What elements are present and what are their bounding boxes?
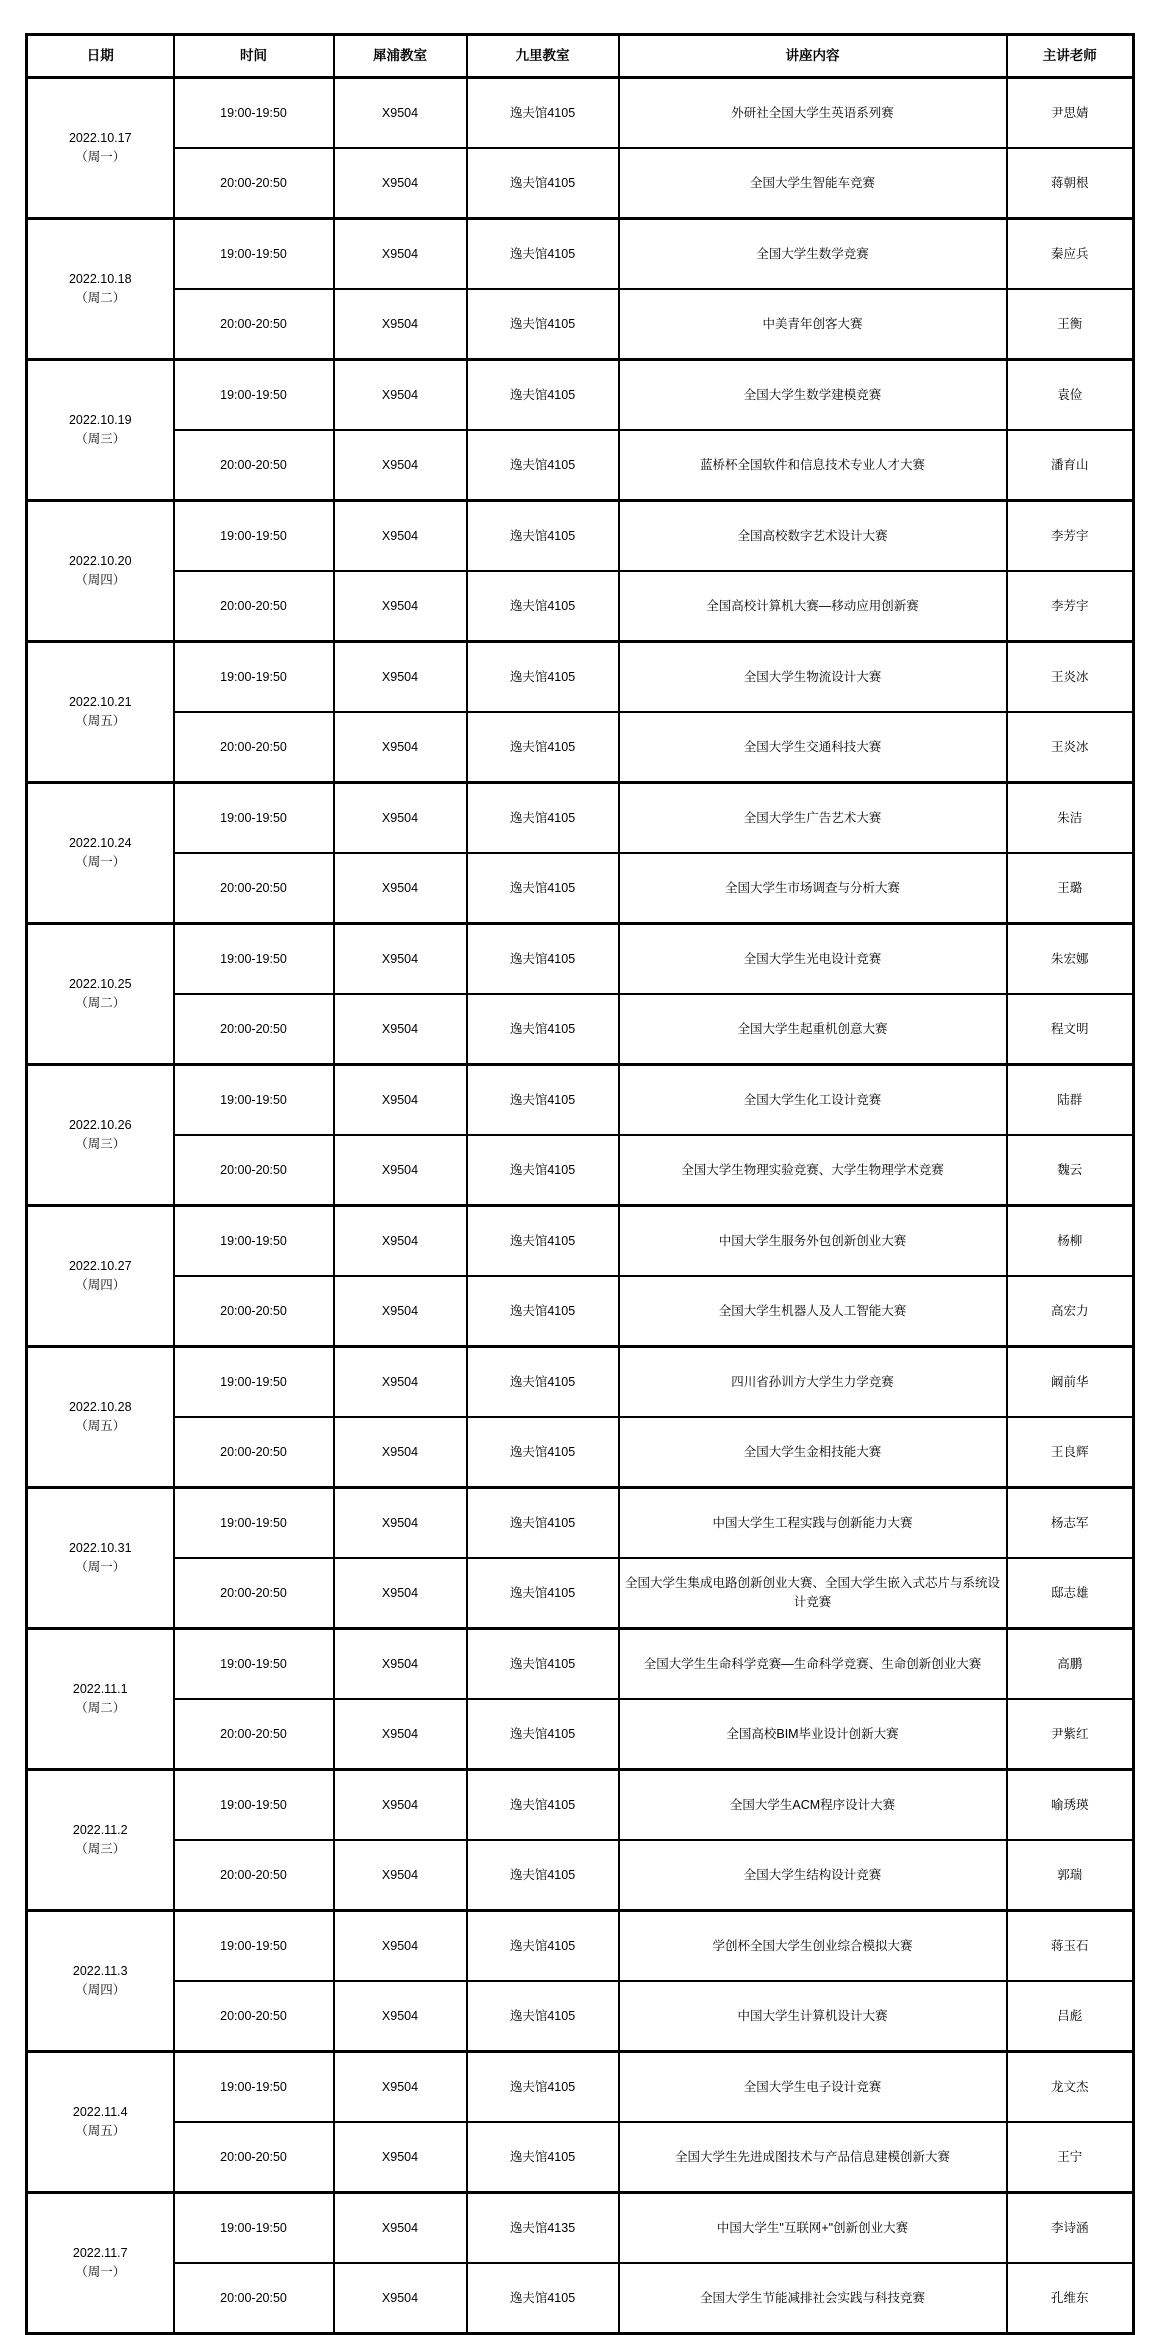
- lecturer-cell: 龙文杰: [1007, 2052, 1134, 2123]
- lecturer-cell: 王衡: [1007, 289, 1134, 360]
- lecturer-cell: 王宁: [1007, 2122, 1134, 2193]
- date-text: 2022.10.31: [68, 1541, 132, 1556]
- lecturer-cell: 蒋玉石: [1007, 1911, 1134, 1982]
- date-text: 2022.10.24: [68, 836, 132, 851]
- date-text: 2022.11.3: [72, 1964, 128, 1979]
- lecture-topic-cell: 全国大学生数学建模竞赛: [619, 360, 1007, 431]
- xipu-classroom-cell: X9504: [334, 219, 467, 290]
- weekday-text: （周五）: [75, 714, 126, 728]
- date-cell: [27, 360, 174, 501]
- session-row: [27, 360, 1134, 431]
- jiuli-classroom-cell: 逸夫馆4105: [467, 1981, 619, 2052]
- jiuli-classroom-cell: 逸夫馆4105: [467, 2263, 619, 2334]
- lecturer-cell: 王良辉: [1007, 1417, 1134, 1488]
- session-row: [27, 924, 1134, 995]
- lecturer-cell: 魏云: [1007, 1135, 1134, 1206]
- session-row: [27, 1206, 1134, 1277]
- lecturer-cell: 袁俭: [1007, 360, 1134, 431]
- weekday-text: （周三）: [75, 1842, 126, 1856]
- lecture-topic-cell: 全国大学生广告艺术大赛: [619, 783, 1007, 854]
- lecturer-cell: 尹思婧: [1007, 78, 1134, 149]
- jiuli-classroom-cell: 逸夫馆4105: [467, 1629, 619, 1700]
- session-row: [27, 1135, 1134, 1206]
- lecture-topic-cell: 全国大学生金相技能大赛: [619, 1417, 1007, 1488]
- session-row: [27, 289, 1134, 360]
- jiuli-classroom-cell: 逸夫馆4105: [467, 1840, 619, 1911]
- lecturer-cell: 吕彪: [1007, 1981, 1134, 2052]
- session-row: [27, 219, 1134, 290]
- lecture-topic-cell: 全国大学生起重机创意大赛: [619, 994, 1007, 1065]
- date-text: 2022.10.19: [68, 413, 132, 428]
- xipu-classroom-cell: X9504: [334, 642, 467, 713]
- xipu-classroom-cell: X9504: [334, 1770, 467, 1841]
- lecturer-cell: 蒋朝根: [1007, 148, 1134, 219]
- jiuli-classroom-cell: 逸夫馆4105: [467, 994, 619, 1065]
- time-cell: 20:00-20:50: [174, 1135, 334, 1206]
- time-cell: 19:00-19:50: [174, 1770, 334, 1841]
- date-cell: [27, 219, 174, 360]
- jiuli-classroom-cell: 逸夫馆4105: [467, 1206, 619, 1277]
- date-text: 2022.11.4: [72, 2105, 128, 2120]
- session-row: [27, 501, 1134, 572]
- time-cell: 19:00-19:50: [174, 78, 334, 149]
- time-cell: 20:00-20:50: [174, 1558, 334, 1629]
- jiuli-classroom-cell: 逸夫馆4105: [467, 783, 619, 854]
- lecturer-cell: 孔维东: [1007, 2263, 1134, 2334]
- lecture-topic-cell: 全国大学生电子设计竞赛: [619, 2052, 1007, 2123]
- lecture-topic-cell: 全国大学生光电设计竞赛: [619, 924, 1007, 995]
- xipu-classroom-cell: X9504: [334, 1276, 467, 1347]
- time-cell: 20:00-20:50: [174, 2263, 334, 2334]
- jiuli-classroom-cell: 逸夫馆4105: [467, 712, 619, 783]
- jiuli-classroom-cell: 逸夫馆4105: [467, 571, 619, 642]
- weekday-text: （周二）: [75, 291, 126, 305]
- date-cell: [27, 924, 174, 1065]
- xipu-classroom-cell: X9504: [334, 783, 467, 854]
- session-row: [27, 1488, 1134, 1559]
- time-cell: 20:00-20:50: [174, 1417, 334, 1488]
- xipu-classroom-cell: X9504: [334, 2052, 467, 2123]
- lecture-topic-cell: 四川省孙训方大学生力学竞赛: [619, 1347, 1007, 1418]
- weekday-text: （周三）: [75, 1137, 126, 1151]
- jiuli-classroom-cell: 逸夫馆4105: [467, 1488, 619, 1559]
- session-row: [27, 1276, 1134, 1347]
- lecture-topic-cell: 外研社全国大学生英语系列赛: [619, 78, 1007, 149]
- jiuli-classroom-cell: 逸夫馆4105: [467, 219, 619, 290]
- date-cell: [27, 1347, 174, 1488]
- time-cell: 20:00-20:50: [174, 1276, 334, 1347]
- time-cell: 19:00-19:50: [174, 1065, 334, 1136]
- time-cell: 20:00-20:50: [174, 2122, 334, 2193]
- time-cell: 19:00-19:50: [174, 219, 334, 290]
- xipu-classroom-cell: X9504: [334, 1840, 467, 1911]
- date-cell: [27, 1911, 174, 2052]
- lecturer-cell: 王璐: [1007, 853, 1134, 924]
- time-cell: 19:00-19:50: [174, 2052, 334, 2123]
- lecture-topic-cell: 全国大学生机器人及人工智能大赛: [619, 1276, 1007, 1347]
- lecture-topic-cell: 全国大学生结构设计竞赛: [619, 1840, 1007, 1911]
- xipu-classroom-cell: X9504: [334, 2263, 467, 2334]
- jiuli-classroom-cell: 逸夫馆4105: [467, 501, 619, 572]
- session-row: [27, 1347, 1134, 1418]
- lecturer-cell: 朱洁: [1007, 783, 1134, 854]
- lecture-topic-cell: 全国大学生生命科学竞赛—生命科学竞赛、生命创新创业大赛: [619, 1629, 1007, 1700]
- lecture-topic-cell: 全国高校计算机大赛—移动应用创新赛: [619, 571, 1007, 642]
- date-text: 2022.10.21: [68, 695, 132, 710]
- xipu-classroom-cell: X9504: [334, 1629, 467, 1700]
- time-cell: 19:00-19:50: [174, 1488, 334, 1559]
- session-row: [27, 712, 1134, 783]
- lecture-topic-cell: 全国大学生节能减排社会实践与科技竞赛: [619, 2263, 1007, 2334]
- xipu-classroom-cell: X9504: [334, 2122, 467, 2193]
- lecturer-cell: 朱宏娜: [1007, 924, 1134, 995]
- date-text: 2022.10.17: [68, 131, 132, 146]
- xipu-classroom-cell: X9504: [334, 994, 467, 1065]
- session-row: [27, 571, 1134, 642]
- date-text: 2022.10.27: [68, 1259, 132, 1274]
- time-cell: 19:00-19:50: [174, 360, 334, 431]
- time-cell: 19:00-19:50: [174, 2193, 334, 2264]
- lecturer-cell: 王炎冰: [1007, 642, 1134, 713]
- xipu-classroom-cell: X9504: [334, 78, 467, 149]
- lecture-topic-cell: 全国高校BIM毕业设计创新大赛: [619, 1699, 1007, 1770]
- lecturer-cell: 杨柳: [1007, 1206, 1134, 1277]
- xipu-classroom-cell: X9504: [334, 501, 467, 572]
- lecturer-cell: 喻琇瑛: [1007, 1770, 1134, 1841]
- lecture-topic-cell: 中美青年创客大赛: [619, 289, 1007, 360]
- session-row: [27, 1629, 1134, 1700]
- time-cell: 19:00-19:50: [174, 501, 334, 572]
- jiuli-classroom-cell: 逸夫馆4105: [467, 1911, 619, 1982]
- session-row: [27, 2122, 1134, 2193]
- time-cell: 20:00-20:50: [174, 1981, 334, 2052]
- jiuli-classroom-cell: 逸夫馆4105: [467, 1558, 619, 1629]
- date-text: 2022.10.26: [68, 1118, 132, 1133]
- session-row: [27, 1981, 1134, 2052]
- xipu-classroom-cell: X9504: [334, 430, 467, 501]
- col-header-jiuli-classroom: 九里教室: [467, 35, 619, 78]
- jiuli-classroom-cell: 逸夫馆4105: [467, 1135, 619, 1206]
- weekday-text: （周五）: [75, 2124, 126, 2138]
- jiuli-classroom-cell: 逸夫馆4105: [467, 1417, 619, 1488]
- date-cell: [27, 2193, 174, 2334]
- date-cell: [27, 1770, 174, 1911]
- jiuli-classroom-cell: 逸夫馆4105: [467, 1770, 619, 1841]
- lecture-topic-cell: 中国大学生"互联网+"创新创业大赛: [619, 2193, 1007, 2264]
- col-header-lecturer: 主讲老师: [1007, 35, 1134, 78]
- session-row: [27, 2263, 1134, 2334]
- weekday-text: （周四）: [75, 573, 126, 587]
- lecture-topic-cell: 中国大学生计算机设计大赛: [619, 1981, 1007, 2052]
- time-cell: 19:00-19:50: [174, 1347, 334, 1418]
- lecturer-cell: 邸志雄: [1007, 1558, 1134, 1629]
- jiuli-classroom-cell: 逸夫馆4105: [467, 1347, 619, 1418]
- date-text: 2022.11.7: [72, 2246, 128, 2261]
- lecture-topic-cell: 全国大学生化工设计竞赛: [619, 1065, 1007, 1136]
- lecturer-cell: 尹紫红: [1007, 1699, 1134, 1770]
- date-cell: [27, 1629, 174, 1770]
- time-cell: 20:00-20:50: [174, 430, 334, 501]
- session-row: [27, 1065, 1134, 1136]
- xipu-classroom-cell: X9504: [334, 1699, 467, 1770]
- col-header-date: 日期: [27, 35, 174, 78]
- lecturer-cell: 郭瑞: [1007, 1840, 1134, 1911]
- lecture-topic-cell: 全国大学生物流设计大赛: [619, 642, 1007, 713]
- lecturer-cell: 程文明: [1007, 994, 1134, 1065]
- jiuli-classroom-cell: 逸夫馆4105: [467, 78, 619, 149]
- col-header-lecture-content: 讲座内容: [619, 35, 1007, 78]
- lecturer-cell: 杨志军: [1007, 1488, 1134, 1559]
- weekday-text: （周一）: [75, 2265, 126, 2279]
- lecture-topic-cell: 全国大学生集成电路创新创业大赛、全国大学生嵌入式芯片与系统设计竞赛: [619, 1558, 1007, 1629]
- lecture-topic-cell: 全国大学生智能车竞赛: [619, 148, 1007, 219]
- lecture-topic-cell: 蓝桥杯全国软件和信息技术专业人才大赛: [619, 430, 1007, 501]
- jiuli-classroom-cell: 逸夫馆4105: [467, 924, 619, 995]
- lecture-topic-cell: 全国大学生数学竞赛: [619, 219, 1007, 290]
- session-row: [27, 1770, 1134, 1841]
- xipu-classroom-cell: X9504: [334, 712, 467, 783]
- jiuli-classroom-cell: 逸夫馆4105: [467, 2122, 619, 2193]
- session-row: [27, 78, 1134, 149]
- date-cell: [27, 642, 174, 783]
- date-text: 2022.11.2: [72, 1823, 128, 1838]
- lecture-schedule-table: [25, 33, 1135, 2335]
- xipu-classroom-cell: X9504: [334, 1065, 467, 1136]
- jiuli-classroom-cell: 逸夫馆4105: [467, 1065, 619, 1136]
- jiuli-classroom-cell: 逸夫馆4105: [467, 2052, 619, 2123]
- time-cell: 19:00-19:50: [174, 924, 334, 995]
- weekday-text: （周一）: [75, 855, 126, 869]
- weekday-text: （周一）: [75, 150, 126, 164]
- session-row: [27, 148, 1134, 219]
- date-cell: [27, 1206, 174, 1347]
- jiuli-classroom-cell: 逸夫馆4105: [467, 1276, 619, 1347]
- jiuli-classroom-cell: 逸夫馆4105: [467, 1699, 619, 1770]
- session-row: [27, 1558, 1134, 1629]
- session-row: [27, 783, 1134, 854]
- date-cell: [27, 501, 174, 642]
- time-cell: 20:00-20:50: [174, 1699, 334, 1770]
- lecturer-cell: 高鹏: [1007, 1629, 1134, 1700]
- jiuli-classroom-cell: 逸夫馆4105: [467, 360, 619, 431]
- xipu-classroom-cell: X9504: [334, 2193, 467, 2264]
- lecture-topic-cell: 全国高校数字艺术设计大赛: [619, 501, 1007, 572]
- xipu-classroom-cell: X9504: [334, 1417, 467, 1488]
- date-text: 2022.10.28: [68, 1400, 132, 1415]
- weekday-text: （周四）: [75, 1278, 126, 1292]
- lecture-topic-cell: 全国大学生交通科技大赛: [619, 712, 1007, 783]
- weekday-text: （周三）: [75, 432, 126, 446]
- lecture-topic-cell: 全国大学生先进成图技术与产品信息建模创新大赛: [619, 2122, 1007, 2193]
- weekday-text: （周四）: [75, 1983, 126, 1997]
- lecture-topic-cell: 全国大学生物理实验竞赛、大学生物理学术竞赛: [619, 1135, 1007, 1206]
- time-cell: 19:00-19:50: [174, 1206, 334, 1277]
- xipu-classroom-cell: X9504: [334, 1488, 467, 1559]
- date-cell: [27, 78, 174, 219]
- xipu-classroom-cell: X9504: [334, 289, 467, 360]
- header-row: [27, 35, 1134, 78]
- time-cell: 20:00-20:50: [174, 289, 334, 360]
- jiuli-classroom-cell: 逸夫馆4105: [467, 642, 619, 713]
- session-row: [27, 1417, 1134, 1488]
- time-cell: 20:00-20:50: [174, 571, 334, 642]
- lecturer-cell: 潘育山: [1007, 430, 1134, 501]
- jiuli-classroom-cell: 逸夫馆4105: [467, 148, 619, 219]
- jiuli-classroom-cell: 逸夫馆4135: [467, 2193, 619, 2264]
- lecturer-cell: 秦应兵: [1007, 219, 1134, 290]
- time-cell: 20:00-20:50: [174, 1840, 334, 1911]
- xipu-classroom-cell: X9504: [334, 571, 467, 642]
- xipu-classroom-cell: X9504: [334, 1135, 467, 1206]
- lecture-topic-cell: 全国大学生市场调查与分析大赛: [619, 853, 1007, 924]
- xipu-classroom-cell: X9504: [334, 924, 467, 995]
- date-text: 2022.10.25: [68, 977, 132, 992]
- jiuli-classroom-cell: 逸夫馆4105: [467, 289, 619, 360]
- xipu-classroom-cell: X9504: [334, 360, 467, 431]
- lecture-topic-cell: 中国大学生工程实践与创新能力大赛: [619, 1488, 1007, 1559]
- session-row: [27, 1911, 1134, 1982]
- time-cell: 19:00-19:50: [174, 1911, 334, 1982]
- date-cell: [27, 1488, 174, 1629]
- session-row: [27, 2193, 1134, 2264]
- session-row: [27, 2052, 1134, 2123]
- session-row: [27, 1840, 1134, 1911]
- weekday-text: （周二）: [75, 1701, 126, 1715]
- weekday-text: （周二）: [75, 996, 126, 1010]
- weekday-text: （周一）: [75, 1560, 126, 1574]
- lecturer-cell: 李诗涵: [1007, 2193, 1134, 2264]
- lecture-topic-cell: 全国大学生ACM程序设计大赛: [619, 1770, 1007, 1841]
- weekday-text: （周五）: [75, 1419, 126, 1433]
- lecturer-cell: 高宏力: [1007, 1276, 1134, 1347]
- col-header-time: 时间: [174, 35, 334, 78]
- time-cell: 20:00-20:50: [174, 853, 334, 924]
- time-cell: 19:00-19:50: [174, 1629, 334, 1700]
- date-cell: [27, 783, 174, 924]
- col-header-xipu-classroom: 犀浦教室: [334, 35, 467, 78]
- time-cell: 19:00-19:50: [174, 783, 334, 854]
- session-row: [27, 994, 1134, 1065]
- date-text: 2022.10.20: [68, 554, 132, 569]
- lecture-topic-cell: 中国大学生服务外包创新创业大赛: [619, 1206, 1007, 1277]
- date-cell: [27, 1065, 174, 1206]
- date-cell: [27, 2052, 174, 2193]
- session-row: [27, 1699, 1134, 1770]
- lecturer-cell: 李芳宇: [1007, 501, 1134, 572]
- xipu-classroom-cell: X9504: [334, 1981, 467, 2052]
- jiuli-classroom-cell: 逸夫馆4105: [467, 430, 619, 501]
- lecturer-cell: 陆群: [1007, 1065, 1134, 1136]
- xipu-classroom-cell: X9504: [334, 1206, 467, 1277]
- xipu-classroom-cell: X9504: [334, 1347, 467, 1418]
- session-row: [27, 430, 1134, 501]
- lecture-topic-cell: 学创杯全国大学生创业综合模拟大赛: [619, 1911, 1007, 1982]
- jiuli-classroom-cell: 逸夫馆4105: [467, 853, 619, 924]
- xipu-classroom-cell: X9504: [334, 1558, 467, 1629]
- lecturer-cell: 阚前华: [1007, 1347, 1134, 1418]
- lecturer-cell: 王炎冰: [1007, 712, 1134, 783]
- session-row: [27, 853, 1134, 924]
- xipu-classroom-cell: X9504: [334, 853, 467, 924]
- lecturer-cell: 李芳宇: [1007, 571, 1134, 642]
- time-cell: 19:00-19:50: [174, 642, 334, 713]
- time-cell: 20:00-20:50: [174, 712, 334, 783]
- date-text: 2022.10.18: [68, 272, 132, 287]
- xipu-classroom-cell: X9504: [334, 1911, 467, 1982]
- time-cell: 20:00-20:50: [174, 994, 334, 1065]
- date-text: 2022.11.1: [72, 1682, 128, 1697]
- time-cell: 20:00-20:50: [174, 148, 334, 219]
- session-row: [27, 642, 1134, 713]
- xipu-classroom-cell: X9504: [334, 148, 467, 219]
